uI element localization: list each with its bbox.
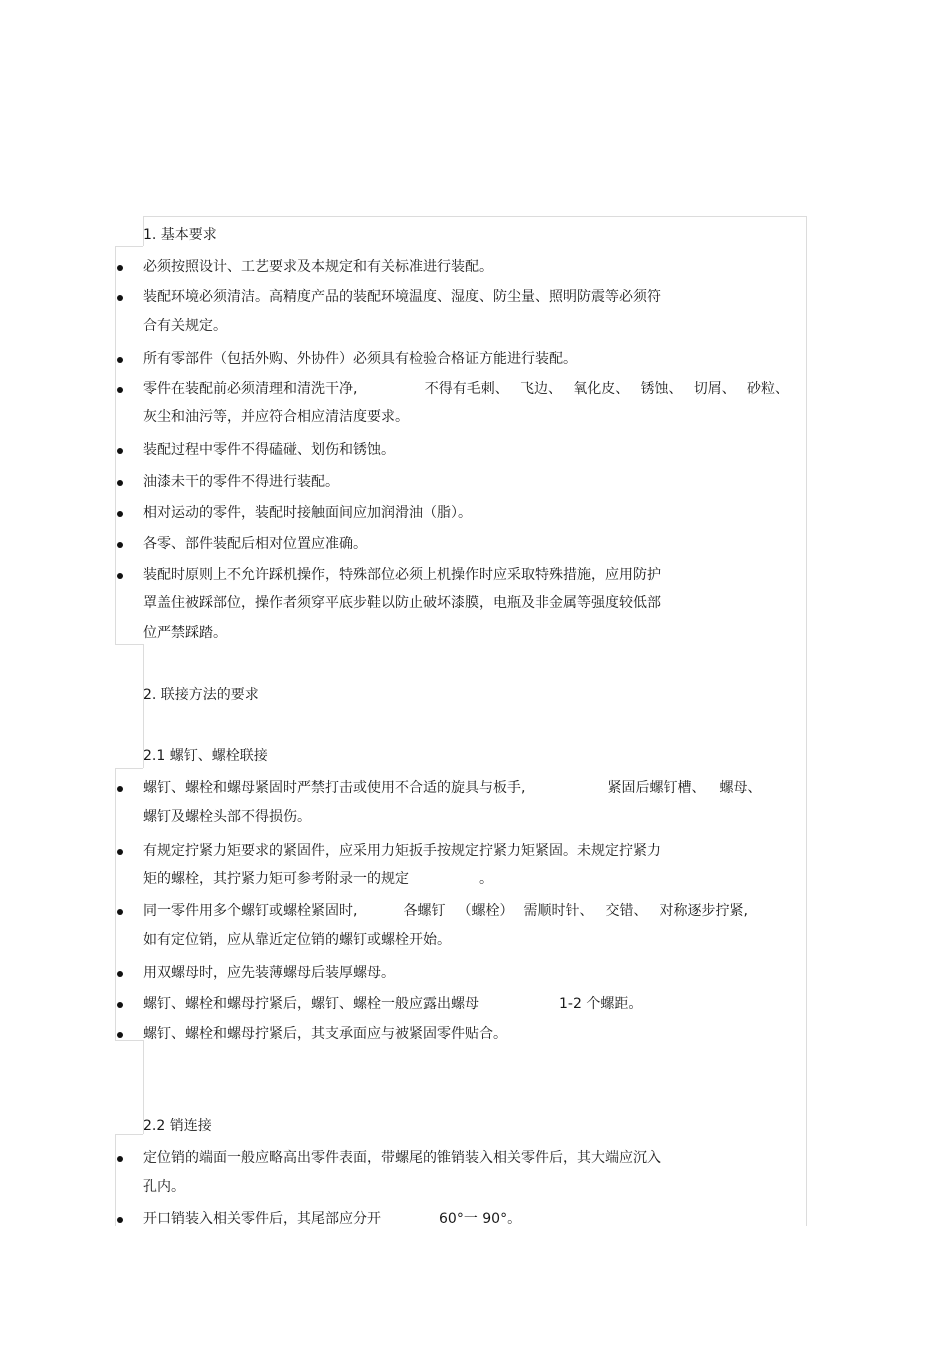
bullet	[117, 1156, 123, 1162]
s1-item-9-line-1: 装配时原则上不允许踩机操作，特殊部位必须上机操作时应采取特殊措施，应用防护	[143, 567, 661, 583]
frame-bracket-1	[115, 246, 143, 247]
s21-item-3-seg: （螺栓）	[457, 903, 514, 919]
s21-item-2-seg: 矩的螺栓，其拧紧力矩可参考附录一的规定	[143, 871, 409, 887]
s1-item-4-line-2: 灰尘和油污等，并应符合相应清洁度要求。	[143, 409, 409, 425]
s21-item-3-seg: 同一零件用多个螺钉或螺栓紧固时,	[143, 903, 358, 919]
s22-item-1-line-1: 定位销的端面一般应略高出零件表面，带螺尾的锥销装入相关零件后，其大端应沉入	[143, 1150, 661, 1166]
section-1-heading: 1. 基本要求	[143, 227, 217, 243]
s1-item-4-seg: 锈蚀、	[640, 381, 683, 397]
bullet	[117, 448, 123, 454]
bullet	[117, 909, 123, 915]
section-2-2-heading: 2.2 销连接	[143, 1118, 212, 1134]
bullet	[117, 357, 123, 363]
s1-item-9-line-3: 位严禁踩踏。	[143, 625, 227, 641]
s21-item-5-seg: 1-2 个螺距。	[559, 996, 643, 1012]
s1-item-4-seg: 飞边、	[519, 381, 562, 397]
bullet	[117, 480, 123, 486]
frame-bracket-3-v	[115, 1134, 116, 1226]
bullet	[117, 542, 123, 548]
s22-item-2	[143, 1210, 521, 1228]
frame-bracket-1-b	[115, 644, 143, 645]
s21-item-1-line-2: 螺钉及螺栓头部不得损伤。	[143, 809, 311, 825]
s21-item-5-seg: 螺钉、螺栓和螺母拧紧后，螺钉、螺栓一般应露出螺母	[143, 996, 479, 1012]
frame-bracket-2	[115, 768, 143, 769]
s1-item-4-seg: 氧化皮、	[573, 381, 630, 397]
bullet	[117, 1217, 123, 1223]
s21-item-2-line-2	[143, 870, 493, 888]
s1-item-4-seg: 零件在装配前必须清理和清洗干净,	[143, 381, 358, 397]
frame-top-line	[143, 216, 807, 217]
bullet	[117, 573, 123, 579]
s21-item-5	[143, 995, 642, 1013]
s21-item-1-line-1	[143, 779, 761, 797]
s21-item-3-line-2: 如有定位销，应从靠近定位销的螺钉或螺栓开始。	[143, 932, 451, 948]
s1-item-7: 相对运动的零件，装配时接触面间应加润滑油（脂）。	[143, 505, 472, 521]
s1-item-5: 装配过程中零件不得磕碰、划伤和锈蚀。	[143, 442, 395, 458]
bullet	[117, 849, 123, 855]
s21-item-3-seg: 对称逐步拧紧,	[659, 903, 748, 919]
s1-item-6: 油漆未干的零件不得进行装配。	[143, 474, 339, 490]
s22-item-2-seg: 60°一 90°。	[439, 1211, 522, 1227]
s21-item-1-seg: 螺钉、螺栓和螺母紧固时严禁打击或使用不合适的旋具与板手,	[143, 780, 526, 796]
s1-item-8: 各零、部件装配后相对位置应准确。	[143, 536, 367, 552]
bullet	[117, 1032, 123, 1038]
bullet	[117, 971, 123, 977]
s21-item-3-seg: 各螺钉	[403, 903, 446, 919]
s22-item-2-seg: 开口销装入相关零件后，其尾部应分开	[143, 1211, 381, 1227]
bullet	[117, 295, 123, 301]
frame-bracket-2-v	[115, 768, 116, 1040]
bullet	[117, 1002, 123, 1008]
s1-item-2-line-2: 合有关规定。	[143, 318, 227, 334]
s1-item-4-line-1	[143, 380, 789, 398]
s21-item-2-line-1: 有规定拧紧力矩要求的紧固件，应采用力矩扳手按规定拧紧力矩紧固。未规定拧紧力	[143, 843, 661, 859]
s21-item-6: 螺钉、螺栓和螺母拧紧后，其支承面应与被紧固零件贴合。	[143, 1026, 507, 1042]
s1-item-9-line-2: 罩盖住被踩部位，操作者须穿平底步鞋以防止破坏漆膜，电瓶及非金属等强度较低部	[143, 595, 661, 611]
s1-item-3: 所有零部件（包括外购、外协件）必须具有检验合格证方能进行装配。	[143, 351, 577, 367]
s1-item-2-line-1: 装配环境必须清洁。高精度产品的装配环境温度、湿度、防尘量、照明防震等必须符	[143, 289, 661, 305]
s21-item-1-seg: 紧固后螺钉槽、	[607, 780, 706, 796]
bullet	[117, 387, 123, 393]
bullet	[117, 265, 123, 271]
frame-bracket-2-b	[115, 1040, 143, 1041]
frame-bracket-3	[115, 1134, 143, 1135]
s1-item-1: 必须按照设计、工艺要求及本规定和有关标准进行装配。	[143, 259, 493, 275]
s21-item-3-line-1	[143, 902, 748, 920]
s21-item-1-seg: 螺母、	[719, 780, 762, 796]
section-2-1-heading: 2.1 螺钉、螺栓联接	[143, 748, 268, 764]
s22-item-1-line-2: 孔内。	[143, 1179, 185, 1195]
s1-item-4-seg: 不得有毛刺、	[424, 381, 509, 397]
s21-item-2-seg: 。	[479, 871, 493, 887]
s1-item-4-seg: 切屑、	[693, 381, 736, 397]
s1-item-4-seg: 砂粒、	[746, 381, 789, 397]
s21-item-3-seg: 需顺时针、	[523, 903, 594, 919]
s21-item-4: 用双螺母时，应先装薄螺母后装厚螺母。	[143, 965, 395, 981]
bullet	[117, 511, 123, 517]
frame-bracket-1-v	[115, 246, 116, 644]
bullet	[117, 786, 123, 792]
s21-item-3-seg: 交错、	[605, 903, 648, 919]
frame-right-line	[806, 216, 807, 1226]
section-2-heading: 2. 联接方法的要求	[143, 687, 259, 703]
